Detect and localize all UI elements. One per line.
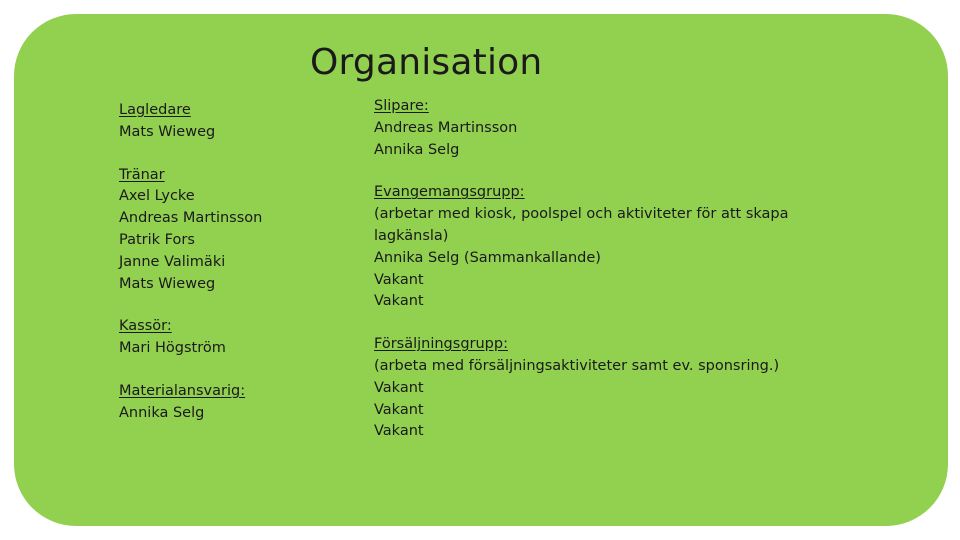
member-name: Vakant [374,423,424,440]
section-forsaljningsgrupp [374,334,814,443]
member-name: Andreas Martinsson [119,210,263,227]
section-lagledare [119,100,349,144]
member-name: Janne Valimäki [119,253,226,270]
right-column [374,96,814,443]
member-name: Vakant [374,401,424,418]
section-heading-evangemangsgrupp: Evangemangsgrupp: [374,184,525,201]
section-materialansvarig [119,381,349,425]
section-slipare [374,96,814,161]
member-name: Vakant [374,379,424,396]
member-name: Mari Högström [119,340,226,357]
member-name: Patrik Fors [119,231,195,248]
member-name: Axel Lycke [119,188,195,205]
section-description: (arbeta med försäljningsaktiviteter samt ev. sponsring.) [374,357,780,374]
left-column [119,100,349,425]
member-name: Annika Selg (Sammankallande) [374,249,601,266]
member-name: Annika Selg [374,141,460,158]
section-heading-slipare: Slipare: [374,98,429,114]
section-heading-materialansvarig: Materialansvarig: [119,382,246,399]
page-title: Organisation [310,42,543,83]
member-name: Mats Wieweg [119,123,216,140]
section-heading-lagledare: Lagledare [119,102,191,118]
section-evangemangsgrupp [374,182,814,313]
member-name: Vakant [374,293,424,310]
member-name: Vakant [374,271,424,288]
section-heading-tranar: Tränar [119,166,165,183]
section-tranar [119,165,349,296]
section-heading-forsaljningsgrupp: Försäljningsgrupp: [374,336,508,353]
section-kassor [119,316,349,360]
member-name: Mats Wieweg [119,275,216,292]
section-heading-kassor: Kassör: [119,318,172,335]
member-name: Annika Selg [119,404,205,421]
section-description: (arbetar med kiosk, poolspel och aktiviteter för att skapa lagkänsla) [374,206,789,244]
member-name: Andreas Martinsson [374,119,518,136]
